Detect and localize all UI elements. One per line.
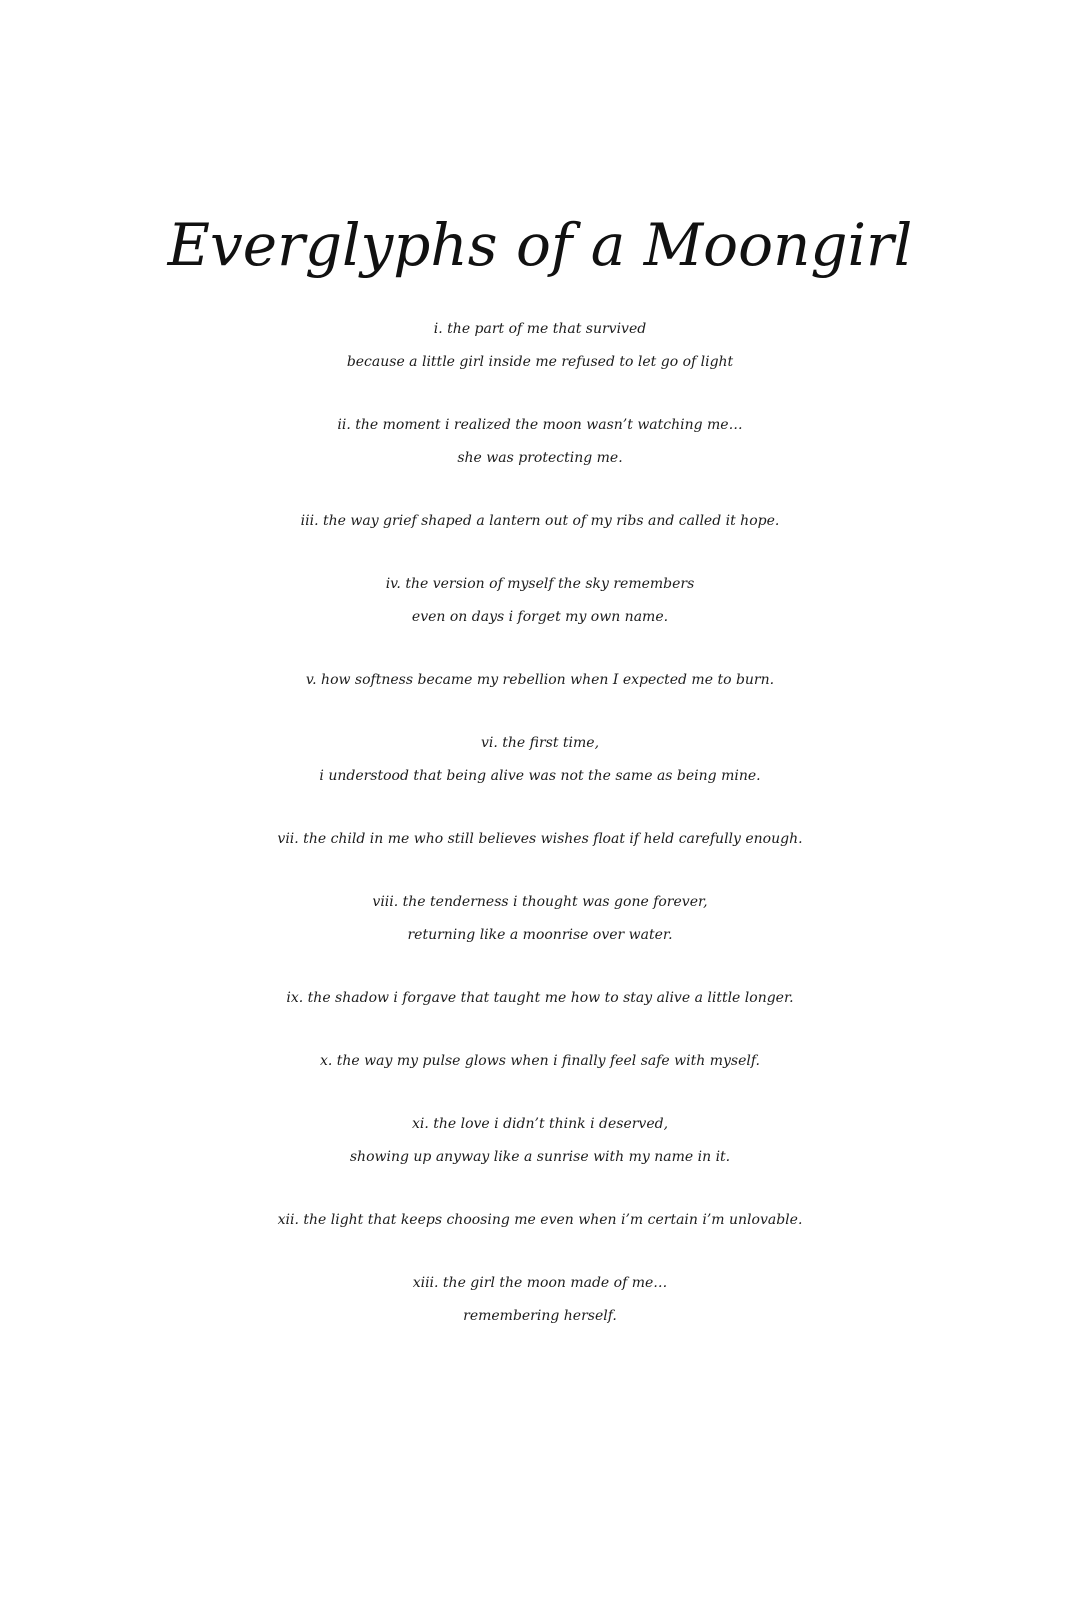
poem-line: xii. the light that keeps choosing me even when i’m certain i’m unlovable. <box>277 1212 803 1228</box>
poem-line: v. how softness became my rebellion when I expected me to burn. <box>305 672 775 688</box>
stanza <box>0 823 1080 856</box>
poem-line: iii. the way grief shaped a lantern out of my ribs and called it hope. <box>300 513 780 529</box>
stanza <box>0 505 1080 538</box>
poem-line: remembering herself. <box>463 1308 617 1324</box>
stanza <box>0 1267 1080 1333</box>
poem-line: showing up anyway like a sunrise with my name in it. <box>349 1149 731 1165</box>
stanza <box>0 664 1080 697</box>
poem-line: xiii. the girl the moon made of me… <box>412 1275 668 1291</box>
poem-line: x. the way my pulse glows when i finally feel safe with myself. <box>319 1053 760 1069</box>
poem-line: ix. the shadow i forgave that taught me how to stay alive a little longer. <box>286 990 794 1006</box>
poem-line: returning like a moonrise over water. <box>407 927 673 943</box>
poem-line: because a little girl inside me refused to let go of light <box>346 354 734 370</box>
poem-line: i. the part of me that survived <box>433 321 647 337</box>
stanza <box>0 727 1080 793</box>
poem-line: she was protecting me. <box>457 450 623 466</box>
stanza <box>0 409 1080 475</box>
stanza <box>0 982 1080 1015</box>
stanza <box>0 1204 1080 1237</box>
poem-line: ii. the moment i realized the moon wasn’t watching me… <box>337 417 743 433</box>
poem-line: xi. the love i didn’t think i deserved, <box>411 1116 669 1132</box>
poem-line: vi. the first time, <box>480 735 600 751</box>
poem-body <box>0 313 1080 1363</box>
poem-title: Everglyphs of a Moongirl <box>167 211 913 279</box>
stanza <box>0 886 1080 952</box>
poem-line: iv. the version of myself the sky remembers <box>385 576 695 592</box>
stanza <box>0 1045 1080 1078</box>
poem-line: vii. the child in me who still believes wishes float if held carefully enough. <box>277 831 803 847</box>
poem-line: viii. the tenderness i thought was gone forever, <box>372 894 708 910</box>
stanza <box>0 313 1080 379</box>
stanza <box>0 1108 1080 1174</box>
poem-line: even on days i forget my own name. <box>411 609 669 625</box>
poem-line: i understood that being alive was not the same as being mine. <box>319 768 761 784</box>
stanza <box>0 568 1080 634</box>
